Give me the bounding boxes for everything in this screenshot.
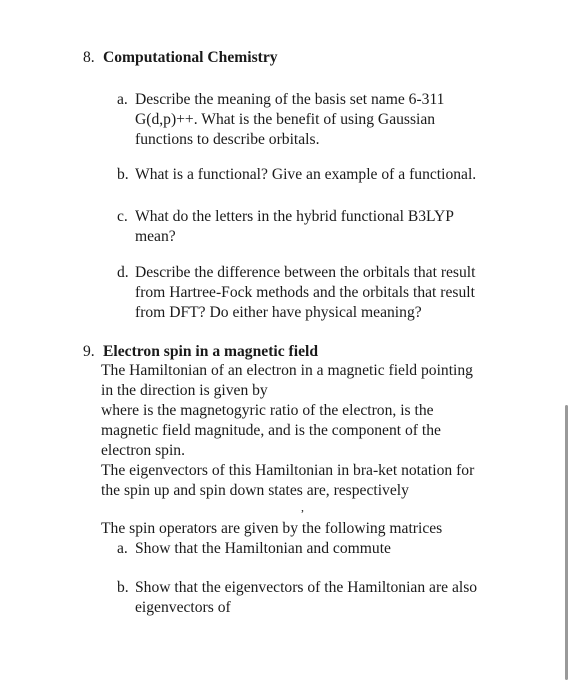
q8-number: 8. xyxy=(83,49,95,66)
q8a-line-3: functions to describe orbitals. xyxy=(135,131,320,148)
q8b-label: b. xyxy=(117,166,129,183)
vertical-scrollbar[interactable] xyxy=(565,405,568,680)
q9b-line-1: Show that the eigenvectors of the Hamiltonian are also xyxy=(135,579,478,596)
q9-operators-line: The spin operators are given by the following matrices xyxy=(101,520,443,537)
q8a-line-2: G(d,p)++. What is the benefit of using Gaussian xyxy=(135,111,436,128)
q8a-label: a. xyxy=(117,91,128,108)
q9a-line-1: Show that the Hamiltonian and commute xyxy=(135,540,391,557)
q9-body-line-3: where is the magnetogyric ratio of the electron, is the xyxy=(101,402,434,419)
q9a-label: a. xyxy=(117,540,128,557)
q8c-line-2: mean? xyxy=(135,228,176,245)
q8b-line-1: What is a functional? Give an example of a functional. xyxy=(135,166,477,183)
q9b-line-2: eigenvectors of xyxy=(135,599,231,616)
q8a-line-1: Describe the meaning of the basis set name 6-311 xyxy=(135,91,445,108)
q8-title: Computational Chemistry xyxy=(103,49,278,66)
q8d-line-2: from Hartree-Fock methods and the orbitals that result xyxy=(135,284,475,301)
q8d-label: d. xyxy=(117,264,129,281)
q9-title: Electron spin in a magnetic field xyxy=(103,343,318,360)
q8d-line-1: Describe the difference between the orbitals that result xyxy=(135,264,476,281)
q8c-label: c. xyxy=(117,208,128,225)
q9-body-line-2: in the direction is given by xyxy=(101,382,268,399)
q9-body-line-1: The Hamiltonian of an electron in a magnetic field pointing xyxy=(101,362,473,379)
q9-body-line-5: electron spin. xyxy=(101,442,186,459)
q8c-line-1: What do the letters in the hybrid functional B3LYP xyxy=(135,208,454,225)
q9-number: 9. xyxy=(83,343,95,360)
q8d-line-3: from DFT? Do either have physical meaning? xyxy=(135,304,422,321)
q9b-label: b. xyxy=(117,579,129,596)
q9-body-line-6: The eigenvectors of this Hamiltonian in bra-ket notation for xyxy=(101,462,475,479)
q9-body-line-7: the spin up and spin down states are, respectively xyxy=(101,482,409,499)
q9-body-line-4: magnetic field magnitude, and is the component of the xyxy=(101,422,441,439)
q9-eigenvector-separator: , xyxy=(301,500,304,514)
